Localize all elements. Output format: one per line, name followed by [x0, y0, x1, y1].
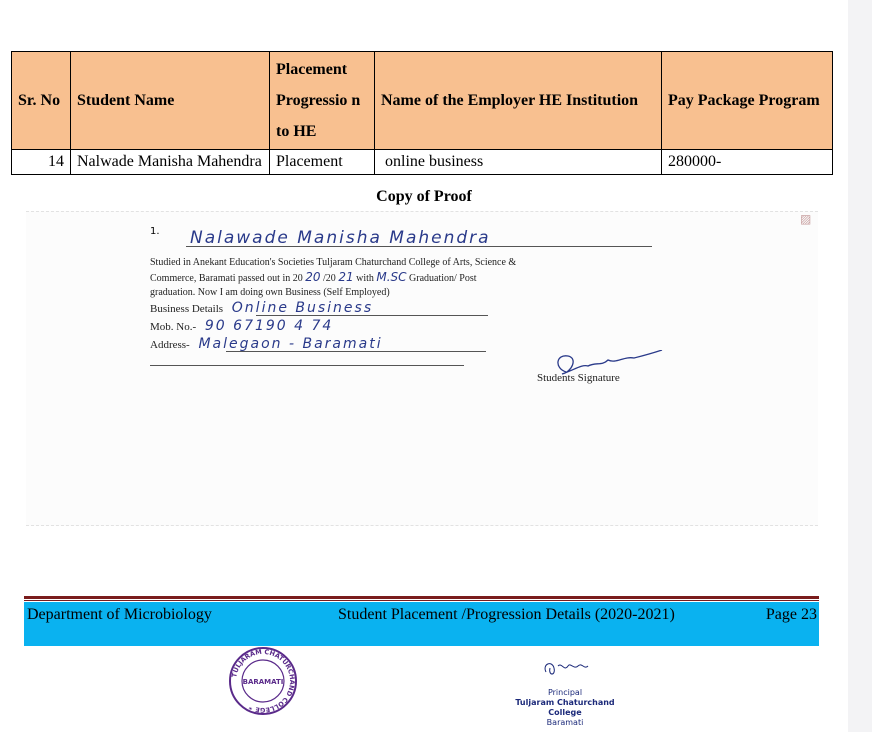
- cell-pay: 280000-: [662, 150, 833, 175]
- cell-student-name: Nalwade Manisha Mahendra: [71, 150, 270, 175]
- footer-department: Department of Microbiology: [27, 606, 212, 623]
- address-underline: [226, 351, 486, 352]
- address-label: Address-: [150, 339, 190, 351]
- name-underline: [186, 246, 652, 247]
- footer-title: Student Placement /Progression Details (2020-2021): [338, 606, 675, 623]
- studied-statement: [150, 256, 670, 300]
- year-to: 21: [338, 270, 354, 284]
- proof-item-number: 1.: [150, 226, 160, 237]
- proof-scan-image: [26, 211, 818, 526]
- cell-placement: Placement: [270, 150, 375, 175]
- mobile-row: [150, 318, 333, 334]
- mobile-label: Mob. No.-: [150, 321, 197, 333]
- graduation-text: Graduation/ Post: [409, 273, 477, 284]
- header-student-name: Student Name: [71, 52, 270, 150]
- placement-table: [11, 51, 833, 175]
- footer-page-number: Page 23: [765, 606, 817, 623]
- footer-rule-thin: [24, 600, 819, 601]
- table-header-row: [12, 52, 833, 150]
- cell-employer: [375, 150, 662, 175]
- year-separator: /20: [323, 273, 336, 284]
- header-employer: Name of the Employer HE Institution: [375, 52, 662, 150]
- header-placement: Placement Progressio n to HE: [270, 52, 375, 150]
- address-row: [150, 336, 383, 352]
- header-pay-package: Pay Package Program: [662, 52, 833, 150]
- handwritten-student-name: Nalawade Manisha Mahendra: [190, 228, 491, 248]
- studied-line-2: [150, 270, 670, 286]
- proof-title: Copy of Proof: [376, 188, 472, 205]
- business-value: Online Business: [231, 300, 374, 316]
- business-underline: [256, 315, 488, 316]
- footer-rule-thick: [24, 596, 819, 599]
- year-from: 20: [305, 270, 321, 284]
- studied-line-1: Studied in Anekant Education's Societies Tuljaram Chaturchand College of Arts, Science &: [150, 257, 517, 268]
- svg-text:TULJARAM CHATURCHAND COLLEGE *: TULJARAM CHATURCHAND COLLEGE *: [230, 647, 297, 715]
- header-sr-no: Sr. No: [12, 52, 71, 150]
- principal-place: Baramati: [546, 718, 584, 727]
- scan-corner-mark: ▨: [800, 212, 812, 226]
- principal-college: Tuljaram Chaturchand College: [515, 698, 615, 717]
- employer-text: online business: [385, 153, 484, 170]
- business-row: [150, 300, 373, 316]
- page-edge-strip: [848, 0, 872, 732]
- students-signature-label: Students Signature: [537, 372, 620, 384]
- cell-sr-no: 14: [12, 150, 71, 175]
- principal-signature-image: [540, 658, 590, 682]
- table-row: [12, 150, 833, 175]
- college-seal-stamp: [228, 646, 298, 716]
- footer-bar: [24, 602, 819, 646]
- address-value: Malegaon - Baramati: [198, 336, 383, 352]
- degree: M.SC: [376, 270, 407, 284]
- with-text: with: [356, 273, 374, 284]
- svg-text:BARAMATI: BARAMATI: [242, 678, 284, 686]
- business-label: Business Details: [150, 303, 224, 315]
- principal-title: Principal: [547, 688, 583, 697]
- studied-line-3: graduation. Now I am doing own Business (Self Employed): [150, 287, 390, 298]
- studied-line-2-text: Commerce, Baramati passed out in 20: [150, 273, 303, 284]
- mobile-value: 90 67190 4 74: [204, 318, 334, 334]
- blank-underline: [150, 365, 464, 366]
- principal-stamp: [500, 668, 630, 728]
